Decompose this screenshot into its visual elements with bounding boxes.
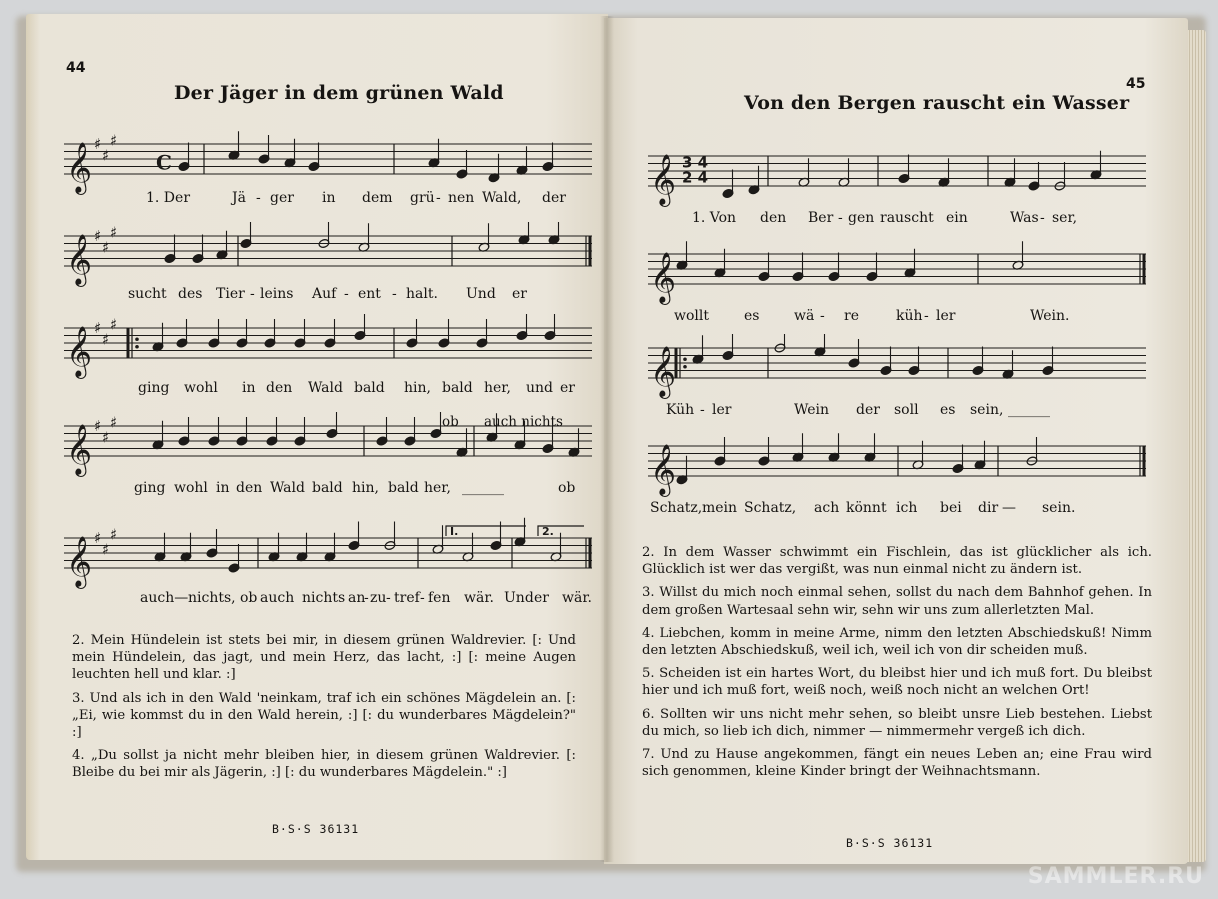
left-staff-4 xyxy=(64,412,594,484)
treble-clef-icon: 𝄞 xyxy=(66,142,93,193)
lyric-syllable: ______ xyxy=(1008,402,1050,418)
sharp-icon: ♯ xyxy=(102,146,110,165)
verse-7: 7. Und zu Hause angekommen, fängt ein neues Leben an; eine Frau wird sich genommen, kleine Kinder bringt der Weihnachtsmann. xyxy=(642,747,1152,780)
sharp-icon: ♯ xyxy=(110,315,118,334)
lyric-syllable: bald xyxy=(442,380,473,396)
left-staff-3 xyxy=(64,314,594,386)
right-staff-3 xyxy=(648,334,1148,406)
sharp-icon: ♯ xyxy=(94,417,102,435)
lyric-syllable: der xyxy=(856,402,880,418)
lyric-syllable: in xyxy=(216,480,230,496)
verse-4: 4. Liebchen, komm in meine Arme, nimm den letzten Abschiedskuß! Nimm den letzten Abschiedskuß, weil ich, weil ich von dir scheiden muß. xyxy=(642,625,1152,659)
lyric-syllable: es xyxy=(744,308,760,324)
left-page xyxy=(26,14,608,860)
treble-clef-icon: 𝄞 xyxy=(650,346,677,397)
lyric-syllable: bald xyxy=(312,480,343,496)
lyric-syllable: den xyxy=(266,380,293,396)
lyric-syllable: fen xyxy=(428,590,451,606)
lyric-syllable: es xyxy=(940,402,956,418)
lyric-syllable: - xyxy=(838,210,843,226)
lyric-syllable: dem xyxy=(362,190,393,206)
treble-clef-icon: 𝄞 xyxy=(66,234,93,285)
lyric-syllable: sein. xyxy=(1042,500,1076,516)
lyric-syllable: Wald, xyxy=(482,190,522,206)
left-lyrics-3 xyxy=(64,380,594,400)
sharp-icon: ♯ xyxy=(94,135,102,153)
lyric-syllable: könnt xyxy=(846,500,887,516)
left-lyrics-5 xyxy=(64,590,594,610)
right-footer: B·S·S 36131 xyxy=(846,836,934,850)
lyric-syllable: nichts, xyxy=(188,590,236,606)
lyric-syllable: ob xyxy=(558,480,576,496)
lyric-syllable: bei xyxy=(940,500,962,516)
lyric-syllable: sein, xyxy=(970,402,1004,418)
lyric-syllable: und xyxy=(526,380,553,396)
treble-clef-icon: 𝄞 xyxy=(66,424,93,475)
lyric-syllable: wohl xyxy=(184,380,218,396)
lyric-syllable: Wald xyxy=(270,480,305,496)
lyric-syllable: ein xyxy=(946,210,968,226)
lyric-syllable: - xyxy=(436,190,441,206)
lyric-syllable: Was xyxy=(1010,210,1039,226)
right-page xyxy=(604,18,1188,864)
lyric-syllable: den xyxy=(236,480,263,496)
lyric-syllable: auch— xyxy=(140,590,189,606)
lyric-syllable: grü xyxy=(410,190,435,206)
right-song-title: Von den Bergen rauscht ein Wasser xyxy=(744,92,1130,114)
lyric-syllable: er xyxy=(560,380,575,396)
lyric-syllable: Und xyxy=(504,590,534,606)
sharp-icon: ♯ xyxy=(102,540,110,559)
treble-clef-icon: 𝄞 xyxy=(650,154,677,205)
verse-2: 2. Mein Hündelein ist stets bei mir, in diesem grünen Waldrevier. [: Und mein Hündelein, das jagt, und mein Herz, das lacht, :] [: meine Augen leuchten hell und klar. :] xyxy=(72,633,576,683)
lyric-syllable: Und xyxy=(466,286,496,302)
lyric-syllable: Küh xyxy=(666,402,695,418)
left-lyrics-2 xyxy=(64,286,594,306)
lyric-syllable: wär. xyxy=(562,590,592,606)
lyric-syllable: ich xyxy=(896,500,918,516)
lyric-syllable: ob xyxy=(240,590,258,606)
sharp-icon: ♯ xyxy=(94,319,102,337)
repeat-dot xyxy=(683,365,687,369)
lyric-syllable: ler xyxy=(712,402,732,418)
lyric-syllable: re xyxy=(844,308,859,324)
sharp-icon: ♯ xyxy=(110,223,118,242)
lyric-syllable: rauscht xyxy=(880,210,934,226)
right-lyrics-2 xyxy=(648,308,1148,328)
lyric-syllable: Jä xyxy=(232,190,246,206)
lyric-syllable: 1. Von xyxy=(692,210,737,226)
book-spine xyxy=(600,16,614,862)
lyric-syllable: Schatz, xyxy=(744,500,797,516)
right-verses xyxy=(642,544,1152,786)
lyric-syllable: — xyxy=(1002,500,1016,516)
treble-clef-icon: 𝄞 xyxy=(66,536,93,587)
lyric-syllable: des xyxy=(178,286,203,302)
lyric-syllable: hin, xyxy=(352,480,379,496)
lyric-syllable: nen xyxy=(448,190,475,206)
lyric-syllable: ger xyxy=(270,190,294,206)
lyric-syllable: - xyxy=(700,402,705,418)
lyric-syllable: in xyxy=(322,190,336,206)
lyric-syllable: ging xyxy=(134,480,166,496)
volta-label: 2. xyxy=(542,525,554,538)
lyric-syllable: wollt xyxy=(674,308,709,324)
verse-5: 5. Scheiden ist ein hartes Wort, du bleibst hier und ich muß fort. Du bleibst hier und ich muß fort, weiß noch, weiß noch nicht an welchen Ort! xyxy=(642,666,1152,699)
sharp-icon: ♯ xyxy=(110,413,118,432)
lyric-syllable: wär. xyxy=(464,590,494,606)
lyric-syllable: - xyxy=(250,286,255,302)
verse-3: 3. Willst du mich noch einmal sehen, sollst du nach dem Bahnhof gehen. In dem großen Wartesaal sehn wir, sehn wir uns zum allerletzten Mal. xyxy=(642,585,1152,618)
watermark: SAMMLER.RU xyxy=(1027,864,1204,889)
lyric-syllable: wä xyxy=(794,308,815,324)
lyric-syllable: leins xyxy=(260,286,294,302)
left-song-title: Der Jäger in dem grünen Wald xyxy=(174,82,504,104)
lyric-syllable: tref xyxy=(394,590,420,606)
lyric-syllable: er xyxy=(534,590,549,606)
treble-clef-icon: 𝄞 xyxy=(650,444,677,495)
sharp-icon: ♯ xyxy=(110,131,118,150)
time-signature-bottom: 2 4 xyxy=(682,168,709,187)
lyric-syllable: her, xyxy=(484,380,511,396)
lyric-syllable: in xyxy=(242,380,256,396)
verse-6: 6. Sollten wir uns nicht mehr sehen, so bleibt unsre Lieb bestehen. Liebst du mich, so lieb ich dich, nimmer — nimmermehr vergeß ich dich. xyxy=(642,706,1152,739)
lyric-syllable: Wein. xyxy=(1030,308,1070,324)
right-staff-1 xyxy=(648,142,1148,214)
sharp-icon: ♯ xyxy=(102,238,110,257)
right-lyrics-1 xyxy=(648,210,1148,230)
treble-clef-icon: 𝄞 xyxy=(66,326,93,377)
lyric-syllable: zu xyxy=(370,590,387,606)
repeat-dot xyxy=(135,345,139,349)
left-staff-2 xyxy=(64,222,594,294)
lyric-syllable: ach xyxy=(814,500,840,516)
lyric-syllable: ler xyxy=(936,308,956,324)
common-time-icon: C xyxy=(156,150,172,175)
volta-label: I. xyxy=(450,525,459,538)
lyric-syllable: ______ xyxy=(462,480,504,496)
lyric-syllable: Ber xyxy=(808,210,834,226)
lyric-syllable: - xyxy=(392,286,397,302)
sharp-icon: ♯ xyxy=(102,330,110,349)
left-lyrics-1 xyxy=(64,190,594,210)
lyric-syllable: hin, xyxy=(404,380,431,396)
sharp-icon: ♯ xyxy=(102,428,110,447)
lyric-syllable: an xyxy=(348,590,366,606)
lyric-syllable: Tier xyxy=(216,286,245,302)
lyric-syllable: - xyxy=(364,590,369,606)
annotation-ob: ob xyxy=(442,414,459,430)
lyric-syllable: her, xyxy=(424,480,451,496)
right-lyrics-3 xyxy=(648,402,1148,422)
lyric-syllable: - xyxy=(386,590,391,606)
lyric-syllable: 1. Der xyxy=(146,190,191,206)
lyric-syllable: - xyxy=(344,286,349,302)
repeat-dot xyxy=(135,337,139,341)
left-page-number: 44 xyxy=(66,60,86,76)
sharp-icon: ♯ xyxy=(94,529,102,547)
verse-4: 4. „Du sollst ja nicht mehr bleiben hier, in diesem grünen Waldrevier. [: Bleibe du bei mir als Jägerin, :] [: du wunderbares Mägdelein." :] xyxy=(72,748,576,781)
lyric-syllable: sucht xyxy=(128,286,167,302)
lyric-syllable: soll xyxy=(894,402,919,418)
lyric-syllable: der xyxy=(542,190,566,206)
lyric-syllable: bald xyxy=(388,480,419,496)
lyric-syllable: mein xyxy=(702,500,738,516)
annotation-auch-nichts: auch nichts xyxy=(484,414,563,430)
lyric-syllable: halt. xyxy=(406,286,438,302)
lyric-syllable: auch xyxy=(260,590,295,606)
right-lyrics-4 xyxy=(648,500,1148,520)
treble-clef-icon: 𝄞 xyxy=(650,252,677,303)
lyric-syllable: er xyxy=(512,286,527,302)
lyric-syllable: dir xyxy=(978,500,999,516)
lyric-syllable: - xyxy=(820,308,825,324)
sharp-icon: ♯ xyxy=(94,227,102,245)
lyric-syllable: ging xyxy=(138,380,170,396)
lyric-syllable: - xyxy=(924,308,929,324)
lyric-syllable: - xyxy=(1040,210,1045,226)
lyric-syllable: Schatz, xyxy=(650,500,703,516)
lyric-syllable: den xyxy=(760,210,787,226)
lyric-syllable: küh xyxy=(896,308,923,324)
right-page-number: 45 xyxy=(1126,76,1146,92)
lyric-syllable: gen xyxy=(848,210,875,226)
lyric-syllable: Wein xyxy=(794,402,830,418)
lyric-syllable: bald xyxy=(354,380,385,396)
right-staff-4 xyxy=(648,432,1148,504)
repeat-dot xyxy=(683,357,687,361)
lyric-syllable: Auf xyxy=(312,286,337,302)
right-staff-2 xyxy=(648,240,1148,312)
lyric-syllable: nichts xyxy=(302,590,346,606)
left-staff-5 xyxy=(64,514,594,590)
left-lyrics-4 xyxy=(64,480,594,500)
time-signature-top: 3 4 xyxy=(682,153,709,172)
lyric-syllable: - xyxy=(256,190,261,206)
lyric-syllable: Wald xyxy=(308,380,343,396)
left-verses xyxy=(72,632,576,788)
sharp-icon: ♯ xyxy=(110,525,118,544)
left-footer: B·S·S 36131 xyxy=(272,822,360,836)
lyric-syllable: ent xyxy=(358,286,381,302)
verse-2: 2. In dem Wasser schwimmt ein Fischlein, das ist glücklicher als ich. Glücklich ist wer das vergißt, was nun einmal nicht zu ändern ist. xyxy=(642,545,1152,578)
lyric-syllable: - xyxy=(420,590,425,606)
lyric-syllable: ser, xyxy=(1052,210,1078,226)
lyric-syllable: wohl xyxy=(174,480,208,496)
verse-3: 3. Und als ich in den Wald 'neinkam, traf ich ein schönes Mägdelein an. [: „Ei, wie kommst du in den Wald herein, :] [: du wunderbares Mägdelein?" :] xyxy=(72,690,576,741)
